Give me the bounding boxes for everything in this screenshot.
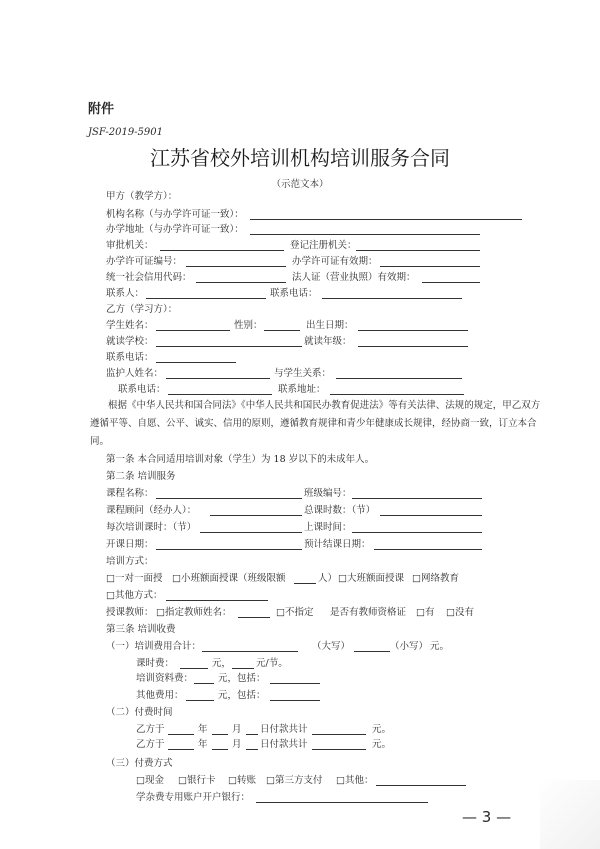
guardian-blank[interactable] [166,378,270,379]
pay-year-blank[interactable] [168,749,194,750]
pay-year-label: 年 [198,739,208,750]
teacher-cert-label: 是否有教师资格证 [330,607,407,618]
license-valid-label: 办学许可证有效期： [292,256,378,267]
pay-other-checkbox[interactable]: □其他： [336,775,374,786]
pay-day-blank[interactable] [246,734,258,735]
fee-yuan-label: 元。 [430,641,450,652]
pay-year-blank[interactable] [168,734,194,735]
mode-label-row [0,553,600,571]
hours-each-row [0,519,600,537]
class-no-label: 班级编号： [304,488,352,499]
total-hours-blank[interactable] [380,515,482,516]
guardian-phone-blank[interactable] [168,394,272,395]
pay-amount-blank[interactable] [312,749,366,750]
pay-other-blank[interactable] [376,785,466,786]
lesson-yuan-label: 元， [212,658,232,669]
party-b-heading: 乙方（学习方）： [106,304,178,315]
mode-other-blank[interactable] [166,600,268,601]
document-code: JSF-2019-5901 [88,127,164,138]
fee-upper-label: （大写） [312,641,351,652]
pay-month-label: 月 [232,739,242,750]
teacher-unassigned-checkbox[interactable]: □不指定 [276,607,314,618]
contact-address-label: 联系地址： [278,384,326,395]
material-fee-row [0,670,600,688]
advisor-label: 课程顾问（经办人）： [106,505,197,516]
hours-each-blank[interactable] [200,532,302,533]
teacher-name-blank[interactable] [238,617,270,618]
credit-code-blank[interactable] [196,282,286,283]
start-date-blank[interactable] [156,549,302,550]
teacher-row [0,604,600,622]
pay-date-row-2 [0,736,600,754]
document-title: 江苏省校外培训机构培训服务合同 [150,146,450,170]
pay-third-party-checkbox[interactable]: □第三方支付 [266,775,323,786]
end-date-blank[interactable] [374,549,482,550]
other-inc-label: 元，包括： [218,690,266,701]
address-label: 办学地址（与办学许可证一致）： [106,224,244,235]
mode-small-class-checkbox[interactable]: □小班额面授课（班级限额 [172,573,286,584]
page-number: — 3 — [462,808,512,826]
pay-method-heading: （三）付费方式 [106,758,173,769]
school-label: 就读学校： [106,336,154,347]
pay-month-blank[interactable] [212,734,228,735]
pay-day-label: 日付款共计 [260,724,308,735]
article-2-heading: 第二条 培训服务 [106,471,176,482]
student-phone-blank[interactable] [156,362,236,363]
relation-blank[interactable] [336,378,462,379]
course-row [0,485,600,503]
license-valid-blank[interactable] [380,266,480,267]
other-fee-label: 其他费用： [136,690,184,701]
mode-other-checkbox[interactable]: □其他方式： [106,590,163,601]
other-inc-blank[interactable] [270,700,320,701]
lesson-fee-blank[interactable] [180,668,208,669]
advisor-blank[interactable] [210,515,302,516]
legal-rep-blank[interactable] [422,282,480,283]
material-fee-label: 培训资料费： [136,673,194,684]
pay-day-label: 日付款共计 [260,739,308,750]
credit-code-label: 统一社会信用代码： [106,272,192,283]
school-blank[interactable] [156,346,302,347]
mode-large-class-checkbox[interactable]: □大班额面授课 [338,573,404,584]
license-no-label: 办学许可证编号： [106,256,183,267]
teacher-assigned-checkbox[interactable]: □指定教师姓名： [156,607,232,618]
class-no-blank[interactable] [352,498,482,499]
pay-month-blank[interactable] [212,749,228,750]
article-3-heading: 第三条 培训收费 [106,624,176,635]
student-phone-label: 联系电话： [106,352,154,363]
pay-card-checkbox[interactable]: □银行卡 [178,775,216,786]
other-fee-row [0,687,600,705]
course-name-blank[interactable] [156,498,302,499]
contact-address-blank[interactable] [330,394,464,395]
course-name-label: 课程名称： [106,488,154,499]
article-3-heading-row [0,621,600,639]
pay-cash-checkbox[interactable]: □现金 [136,775,164,786]
hours-each-label: 每次培训课时：（节） [106,522,197,533]
party-a-heading: 甲方（教学方）： [106,191,178,202]
guardian-label: 监护人姓名： [106,368,164,379]
lesson-fee-label: 课时费： [136,658,175,669]
pay-party-label: 乙方于 [136,724,165,735]
article-1-row [0,451,600,469]
org-name-blank[interactable] [250,219,522,220]
material-inc-blank[interactable] [270,683,320,684]
guardian-phone-label: 联系电话： [118,384,166,395]
end-date-label: 预计结课日期： [304,539,371,550]
pay-month-label: 月 [232,724,242,735]
pay-year-label: 年 [198,724,208,735]
birth-blank[interactable] [358,330,468,331]
scan-shadow [540,780,600,849]
fee-total-row [0,638,600,656]
attachment-label: 附件 [88,102,115,117]
class-limit-blank[interactable] [294,583,316,584]
gender-label: 性别： [234,320,263,331]
bank-row [0,789,600,807]
address-blank[interactable] [250,234,480,235]
legal-rep-label: 法人证（营业执照）有效期： [292,272,416,283]
student-name-label: 学生姓名： [106,320,154,331]
other-fee-blank[interactable] [186,700,214,701]
pay-yuan-label: 元。 [372,739,392,750]
class-time-blank[interactable] [352,532,482,533]
material-fee-blank[interactable] [194,683,214,684]
intro-paragraph: 根据《中华人民共和国合同法》《中华人民共和国民办教育促进法》等有关法律、法规的规定，甲乙双方遵循平等、自愿、公平、诚实、信用的原则，遵循教育规律和青少年健康成长规律，经协商一致，订立本合同。 [90,400,541,447]
contact-label: 联系人： [106,288,145,299]
bank-blank[interactable] [256,802,428,803]
contact-blank[interactable] [146,298,266,299]
bank-label: 学杂费专用账户开户银行： [136,792,251,803]
phone-blank[interactable] [322,298,462,299]
party-a-heading-row [0,188,600,206]
document-subtitle: （示范文本） [271,179,329,190]
fee-total-label: （一）培训费用合计： [106,641,202,652]
org-name-label: 机构名称（与办学许可证一致）： [106,209,244,220]
pay-day-blank[interactable] [246,749,258,750]
pay-method-heading-row [0,755,600,773]
lesson-per-label: 元/节。 [256,658,288,669]
grade-blank[interactable] [358,346,468,347]
fee-lower-label: （小写） [390,641,429,652]
pay-time-heading: （二）付费时间 [106,707,173,718]
grade-label: 就读年级： [304,336,352,347]
total-hours-label: 总课时数：（节） [304,505,376,516]
fee-total-blank[interactable] [202,651,298,652]
article-1: 第一条 本合同适用培训对象（学生）为 18 岁以下的未成年人。 [106,454,375,465]
start-date-label: 开课日期： [106,539,154,550]
registrar-label: 登记注册机关： [290,240,357,251]
student-name-blank[interactable] [156,330,230,331]
cert-no-checkbox[interactable]: □没有 [446,607,474,618]
pay-transfer-checkbox[interactable]: □转账 [228,775,256,786]
pay-time-row [0,704,600,722]
dates-row [0,536,600,554]
mode-small-class-suffix: 人） [318,573,338,584]
teacher-label: 授课教师： [106,607,154,618]
license-no-blank[interactable] [186,266,286,267]
lesson-count-blank[interactable] [232,668,254,669]
phone-label: 联系电话： [270,288,318,299]
gender-blank[interactable] [264,330,300,331]
mode-other-row [0,587,600,605]
pay-yuan-label: 元。 [372,724,392,735]
mode-one-on-one-checkbox[interactable]: □一对一面授 [106,573,163,584]
material-inc-label: 元，包括： [218,673,266,684]
pay-party-label: 乙方于 [136,739,165,750]
approver-label: 审批机关： [106,240,154,251]
mode-online-checkbox[interactable]: □网络教育 [412,573,459,584]
approver-blank[interactable] [160,250,284,251]
mode-label: 培训方式： [106,556,154,567]
registrar-blank[interactable] [356,250,480,251]
pay-amount-blank[interactable] [312,734,366,735]
fee-upper-blank[interactable] [354,651,390,652]
class-time-label: 上课时间： [304,522,352,533]
relation-label: 与学生关系： [274,368,332,379]
pay-method-options-row [0,772,600,790]
birth-label: 出生日期： [306,320,354,331]
mode-options-row [0,570,600,588]
article-2-heading-row [0,468,600,486]
cert-yes-checkbox[interactable]: □有 [416,607,435,618]
advisor-row [0,502,600,520]
